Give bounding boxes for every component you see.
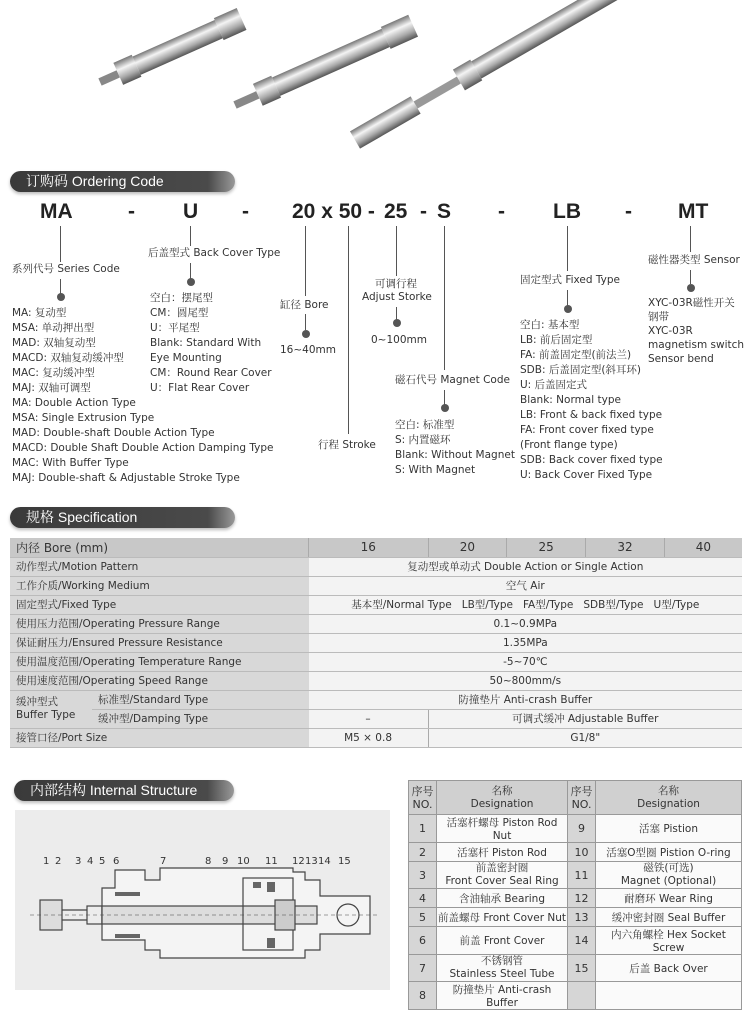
list-item: U: Back Cover Fixed Type <box>520 469 653 481</box>
list-item: CM：Round Rear Cover <box>150 367 272 379</box>
list-item: XYC-03R磁性开关 <box>648 297 735 309</box>
spec-label: 使用压力范围/Operating Pressure Range <box>10 614 309 633</box>
part-name: 前盖密封圈 Front Cover Seal Ring <box>437 862 568 889</box>
connector-line <box>690 270 691 284</box>
specification-table <box>10 538 742 748</box>
part-name: 内六角螺栓 Hex Socket Screw <box>596 927 742 955</box>
damping-type-value: 可调式缓冲 Adjustable Buffer <box>428 709 742 728</box>
callout-number: 4 <box>87 856 94 867</box>
list-item: SDB: 后盖固定型(斜耳环) <box>520 364 642 376</box>
spec-label: 使用温度范围/Operating Temperature Range <box>10 652 309 671</box>
part-name: 耐磨环 Wear Ring <box>596 889 742 908</box>
part-name: 前盖螺母 Front Cover Nut <box>437 908 568 927</box>
list-item: S: With Magnet <box>395 464 476 476</box>
callout-number: 9 <box>222 856 229 867</box>
list-item: (Front flange type) <box>520 439 618 451</box>
list-item: SDB: Back cover fixed type <box>520 454 663 466</box>
bullet-dot <box>393 319 401 327</box>
connector-line <box>348 226 349 434</box>
connector-line <box>60 226 61 262</box>
code-dash: - <box>625 200 632 223</box>
bore-25: 25 <box>507 538 586 557</box>
bullet-dot <box>564 305 572 313</box>
table-row <box>10 709 742 728</box>
table-row <box>10 614 742 633</box>
connector-line <box>690 226 691 252</box>
magnet-code-list <box>395 418 515 478</box>
list-item: MSA: 单动押出型 <box>12 322 95 334</box>
damping-type-16: – <box>309 709 428 728</box>
magnet-code-label: 磁石代号 Magnet Code <box>395 374 510 386</box>
spec-value: 复动型或单动式 Double Action or Single Action <box>309 557 742 576</box>
part-number: 8 <box>409 982 437 1010</box>
part-name: 活塞杆螺母 Piston Rod Nut <box>437 815 568 843</box>
designation-header-en: Designation <box>637 797 700 810</box>
designation-header <box>596 781 742 815</box>
code-dash: - <box>128 200 135 223</box>
list-item: MAC: 复动缓冲型 <box>12 367 95 379</box>
code-sensor: MT <box>678 200 709 223</box>
designation-header <box>437 781 568 815</box>
part-number: 9 <box>568 815 596 843</box>
part-number: 13 <box>568 908 596 927</box>
list-item: MACD: 双轴复动缓冲型 <box>12 352 124 364</box>
list-item: U: 后盖固定式 <box>520 379 588 391</box>
no-header <box>409 781 437 815</box>
designation-header-cn: 名称 <box>491 784 513 797</box>
list-item: FA: Front cover fixed type <box>520 424 654 436</box>
part-number: 4 <box>409 889 437 908</box>
port-size-16: M5 × 0.8 <box>309 728 428 747</box>
buffer-type-cn: 缓冲型式 <box>16 696 58 708</box>
list-item: S: 内置磁环 <box>395 434 451 446</box>
code-dash: - <box>420 200 427 223</box>
code-dash: - <box>498 200 505 223</box>
spec-label: 使用速度范围/Operating Speed Range <box>10 671 309 690</box>
no-header <box>568 781 596 815</box>
callout-number: 15 <box>338 856 351 867</box>
code-dash: - <box>242 200 249 223</box>
list-item: MA: Double Action Type <box>12 397 136 409</box>
connector-line <box>567 290 568 306</box>
part-number: 14 <box>568 927 596 955</box>
adjust-stroke-label-cn: 可调行程 <box>375 278 417 290</box>
callout-number: 13 <box>305 856 318 867</box>
buffer-type-label <box>10 690 92 728</box>
section-header-ordering-code: 订购码 Ordering Code <box>10 171 235 192</box>
spec-value: -5~70℃ <box>309 652 742 671</box>
table-row <box>10 652 742 671</box>
callout-number: 6 <box>113 856 120 867</box>
list-item: Blank: Normal type <box>520 394 621 406</box>
part-name: 不锈钢管 Stainless Steel Tube <box>437 955 568 982</box>
back-cover-label: 后盖型式 Back Cover Type <box>148 247 281 259</box>
spec-label: 固定型式/Fixed Type <box>10 595 309 614</box>
part-name: 含油轴承 Bearing <box>437 889 568 908</box>
bore-16: 16 <box>309 538 428 557</box>
series-code-label: 系列代号 Series Code <box>12 263 120 275</box>
part-name: 活塞 Pistion <box>596 815 742 843</box>
callout-number: 3 <box>75 856 82 867</box>
bore-20: 20 <box>428 538 507 557</box>
table-row <box>409 927 742 955</box>
part-name <box>596 982 742 1010</box>
spec-value: 空气 Air <box>309 576 742 595</box>
product-photos <box>0 0 750 150</box>
list-item: U：平尾型 <box>150 322 200 334</box>
port-size-value: G1/8" <box>428 728 742 747</box>
cylinder-image-2 <box>230 15 418 116</box>
list-item: CM：圆尾型 <box>150 307 209 319</box>
spec-label: 工作介质/Working Medium <box>10 576 309 595</box>
list-item: MA: 复动型 <box>12 307 67 319</box>
connector-line <box>567 226 568 271</box>
table-row <box>10 576 742 595</box>
list-item: MAJ: 双轴可调型 <box>12 382 91 394</box>
callout-number: 10 <box>237 856 250 867</box>
code-magnet: S <box>437 200 452 223</box>
list-item: Eye Mounting <box>150 352 222 364</box>
callout-number: 11 <box>265 856 278 867</box>
list-item: Sensor bend <box>648 353 714 365</box>
standard-type-value: 防撞垫片 Anti-crash Buffer <box>309 690 742 709</box>
code-back-cover: U <box>183 200 199 223</box>
list-item: MSA: Single Extrusion Type <box>12 412 155 424</box>
part-name: 活塞杆 Piston Rod <box>437 843 568 862</box>
part-number: 10 <box>568 843 596 862</box>
table-row <box>409 815 742 843</box>
spec-label: 动作型式/Motion Pattern <box>10 557 309 576</box>
part-name: 后盖 Back Over <box>596 955 742 982</box>
list-item: U：Flat Rear Cover <box>150 382 250 394</box>
list-item: MACD: Double Shaft Double Action Damping Type <box>12 442 274 454</box>
sensor-label: 磁性器类型 Sensor <box>648 254 740 266</box>
part-number <box>568 982 596 1010</box>
spec-value: 基本型/Normal Type LB型/Type FA型/Type SDB型/Type U型/Type <box>309 595 742 614</box>
stroke-label: 行程 Stroke <box>318 439 376 451</box>
designation-header-cn: 名称 <box>658 784 680 797</box>
fixed-type-list <box>520 318 663 483</box>
parts-header-row <box>409 781 742 815</box>
table-row <box>409 862 742 889</box>
code-bore-stroke: 20 x 50 - <box>292 200 375 223</box>
part-number: 1 <box>409 815 437 843</box>
connector-line <box>396 226 397 276</box>
list-item: LB: 前后固定型 <box>520 334 593 346</box>
list-item: MAD: 双轴复动型 <box>12 337 96 349</box>
table-row <box>409 955 742 982</box>
callout-number: 12 <box>292 856 305 867</box>
bullet-dot <box>57 293 65 301</box>
part-number: 5 <box>409 908 437 927</box>
table-row <box>409 982 742 1010</box>
code-fixed: LB <box>553 200 581 223</box>
part-name: 缓冲密封圈 Seal Buffer <box>596 908 742 927</box>
part-number: 11 <box>568 862 596 889</box>
no-header-cn: 序号 <box>411 784 434 798</box>
internal-structure-diagram <box>15 810 390 990</box>
spec-value: 0.1~0.9MPa <box>309 614 742 633</box>
callout-number: 14 <box>318 856 331 867</box>
adjust-stroke-range: 0~100mm <box>371 334 427 346</box>
part-name: 前盖 Front Cover <box>437 927 568 955</box>
table-row <box>10 633 742 652</box>
table-header-row <box>10 538 742 557</box>
adjust-stroke-label-en: Adjust Storke <box>362 291 432 303</box>
no-header-en: NO. <box>571 797 592 811</box>
part-number: 15 <box>568 955 596 982</box>
damping-type-label: 缓冲型/Damping Type <box>92 709 309 728</box>
connector-line <box>305 226 306 296</box>
connector-line <box>305 314 306 330</box>
connector-line <box>190 263 191 279</box>
spec-value: 1.35MPa <box>309 633 742 652</box>
table-row <box>10 557 742 576</box>
bore-label: 缸径 Bore <box>280 299 329 311</box>
section-header-internal-structure: 内部结构 Internal Structure <box>14 780 234 801</box>
connector-line <box>444 226 445 370</box>
code-series: MA <box>40 200 73 223</box>
bullet-dot <box>441 404 449 412</box>
list-item: Blank: Standard With <box>150 337 262 349</box>
bore-32: 32 <box>586 538 665 557</box>
table-row <box>10 671 742 690</box>
bore-40: 40 <box>664 538 742 557</box>
callout-number: 1 <box>43 856 50 867</box>
spec-label: 保证耐压力/Ensured Pressure Resistance <box>10 633 309 652</box>
callout-number: 7 <box>160 856 167 867</box>
list-item: 空白: 标准型 <box>395 419 455 431</box>
table-row <box>409 889 742 908</box>
callout-number: 8 <box>205 856 212 867</box>
back-cover-list <box>150 291 272 396</box>
table-row <box>409 908 742 927</box>
no-header-en: NO. <box>412 797 433 811</box>
list-item: 钢带 <box>648 311 669 323</box>
standard-type-label: 标准型/Standard Type <box>92 690 309 709</box>
part-name: 防撞垫片 Anti-crash Buffer <box>437 982 568 1010</box>
list-item: magnetism switch <box>648 339 745 351</box>
table-row <box>10 728 742 747</box>
part-number: 6 <box>409 927 437 955</box>
code-adjust: 25 <box>384 200 408 223</box>
list-item: FA: 前盖固定型(前法兰) <box>520 349 632 361</box>
part-name: 活塞O型圈 Pistion O-ring <box>596 843 742 862</box>
part-number: 2 <box>409 843 437 862</box>
no-header-cn: 序号 <box>570 784 593 798</box>
list-item: LB: Front & back fixed type <box>520 409 663 421</box>
bullet-dot <box>302 330 310 338</box>
list-item: MAD: Double-shaft Double Action Type <box>12 427 215 439</box>
table-row <box>409 843 742 862</box>
sensor-list <box>648 296 744 366</box>
spec-value: 50~800mm/s <box>309 671 742 690</box>
cylinder-image-1 <box>95 8 246 93</box>
part-number: 7 <box>409 955 437 982</box>
list-item: Blank: Without Magnet <box>395 449 515 461</box>
fixed-type-label: 固定型式 Fixed Type <box>520 274 621 286</box>
port-size-label: 接管口径/Port Size <box>10 728 309 747</box>
connector-line <box>190 226 191 246</box>
table-row <box>10 690 742 709</box>
callout-number: 2 <box>55 856 62 867</box>
list-item: MAJ: Double-shaft & Adjustable Stroke Type <box>12 472 240 484</box>
list-item: 空白: 基本型 <box>520 319 580 331</box>
parts-table <box>408 780 742 1010</box>
part-number: 3 <box>409 862 437 889</box>
bullet-dot <box>187 278 195 286</box>
bore-range: 16~40mm <box>280 344 336 356</box>
bullet-dot <box>687 284 695 292</box>
list-item: 空白：摆尾型 <box>150 292 213 304</box>
callout-number: 5 <box>99 856 106 867</box>
designation-header-en: Designation <box>470 797 534 810</box>
bore-header: 内径 Bore (mm) <box>10 538 309 557</box>
list-item: XYC-03R <box>648 325 693 337</box>
list-item: MAC: With Buffer Type <box>12 457 129 469</box>
section-header-specification: 规格 Specification <box>10 507 235 528</box>
part-number: 12 <box>568 889 596 908</box>
buffer-type-en: Buffer Type <box>16 709 76 721</box>
table-row <box>10 595 742 614</box>
part-name: 磁铁(可选) Magnet (Optional) <box>596 862 742 889</box>
